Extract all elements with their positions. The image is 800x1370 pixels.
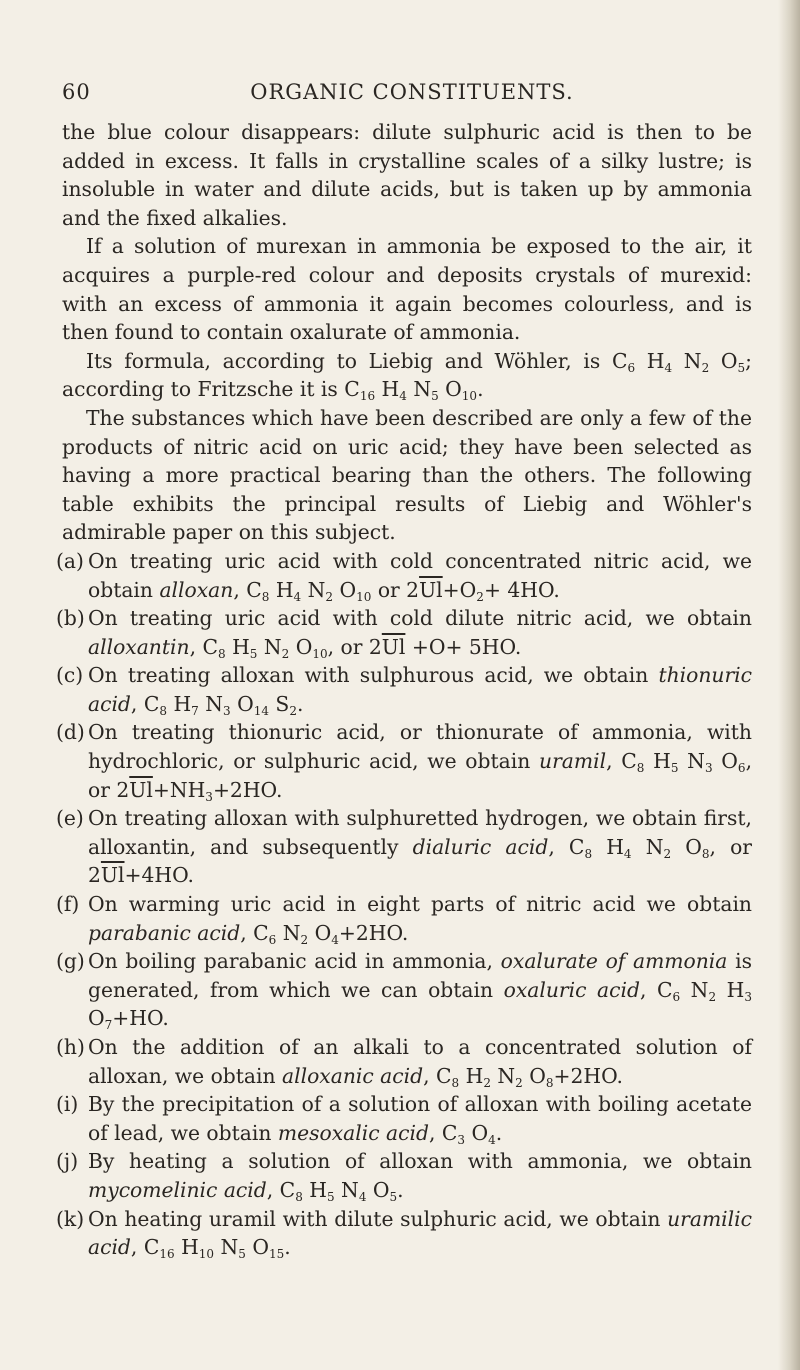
list-item: (a) On treating uric acid with cold concentrated nitric acid, we obtain alloxan, $C_8$ $H_4$ $N_2$ $O_{10}$ or $2\overline{Ul}+O_2+ 4HO$. <box>56 548 752 604</box>
page-header <box>62 80 762 110</box>
page-body <box>56 118 753 1262</box>
item-label: (b) <box>56 606 85 631</box>
item-label: (g) <box>56 949 85 974</box>
compound-name: alloxantin <box>88 634 190 659</box>
page-edge-shadow <box>778 0 800 1370</box>
compound-formula: $C_6$ $N_2$ $O_4+2HO$. <box>253 920 409 947</box>
item-label: (h) <box>56 1035 85 1059</box>
list-item: (b) On treating uric acid with cold dilute nitric acid, we obtain alloxantin, $C_8$ $H_5$ $N_2$ $O_{10}$, or $2\overline{Ul} +O+ 5HO$. <box>56 606 752 661</box>
compound-name: oxaluric acid <box>503 977 640 1002</box>
item-label: (e) <box>56 806 84 831</box>
compound-formula: $C_8$ $H_5$ $N_3$ $O_6$, or $2\overline{Ul}+NH_3+2HO$. <box>88 749 753 804</box>
compound-formula: $C_6$ $N_2$ $H_3$ $O_7+HO$. <box>88 977 752 1033</box>
compound-formula: $C_8$ $H_7$ $N_3$ $O_{14}$ $S_2$. <box>143 691 304 718</box>
item-label: (j) <box>56 1149 79 1174</box>
item-label: (a) <box>56 548 84 573</box>
compound-formula: $C_8$ $H_4$ $N_2$ $O_8$, or $2\overline{Ul}+4HO$. <box>88 834 752 888</box>
results-list <box>56 547 753 1262</box>
list-item: (f) On warming uric acid in eight parts of nitric acid we obtain parabanic acid, $C_6$ $N_2$ $O_4+2HO$. <box>56 892 752 947</box>
item-label: (k) <box>56 1206 85 1231</box>
list-item: (c) On treating alloxan with sulphurous acid, we obtain thionuric acid, $C_8$ $H_7$ $N_3$ $O_{14}$ $S_2$. <box>56 663 753 718</box>
compound-name: uramil <box>539 749 607 774</box>
list-item: (d) On treating thionuric acid, or thionurate of ammonia, with hydrochloric, or sulphuric acid, we obtain uramil, $C_8$ $H_5$ $N_3$ $O_6$, or $2\overline{Ul}+NH_3+2HO$. <box>56 720 753 804</box>
item-label: (f) <box>56 892 80 917</box>
compound-name: alloxanic acid <box>282 1063 424 1088</box>
item-label: (d) <box>56 720 85 745</box>
list-item: (k) On heating uramil with dilute sulphuric acid, we obtain uramilic acid, $C_{16}$ $H_{10}$ $N_5$ $O_{15}$. <box>56 1206 752 1262</box>
compound-formula: $C_8$ $H_5$ $N_2$ $O_{10}$, or $2\overline{Ul} +O+ 5HO$. <box>202 634 522 661</box>
item-label: (c) <box>56 663 84 688</box>
compound-formula: $C_3$ $O_4$. <box>441 1120 503 1147</box>
compound-name: alloxan <box>159 577 234 602</box>
paragraph: The substances which have been described are only a few of the products of nitric acid on uric acid; they have been selected as having a more practical bearing than the others. The following table exhibits the principal results of Liebig and Wöhler's admirable paper on this subject. <box>62 405 752 545</box>
compound-name: thionuric acid <box>88 663 753 716</box>
formula-intro-fritzsche: according to Fritzsche it is <box>62 377 338 402</box>
formula-liebig: $C_6$ $H_4$ $N_2$ $O_5$; <box>611 348 752 375</box>
item-label: (i) <box>56 1092 79 1117</box>
compound-formula: $C_{16}$ $H_{10}$ $N_5$ $O_{15}$. <box>143 1235 291 1262</box>
compound-formula: $C_8$ $H_2$ $N_2$ $O_8+2HO$. <box>436 1063 623 1090</box>
compound-name: uramilic acid <box>88 1206 752 1260</box>
compound-formula: $C_8$ $H_4$ $N_2$ $O_{10}$ or $2\overline{Ul}+O_2+ 4HO$. <box>246 577 560 604</box>
list-item: (i) By the precipitation of a solution of alloxan with boiling acetate of lead, we obtain mesoxalic acid, $C_3$ $O_4$. <box>56 1092 752 1147</box>
formula-paragraph <box>62 347 752 404</box>
list-item: (h) On the addition of an alkali to a concentrated solution of alloxan, we obtain alloxanic acid, $C_8$ $H_2$ $N_2$ $O_8+2HO$. <box>56 1035 752 1090</box>
compound-name: mycomelinic acid <box>88 1177 267 1202</box>
compound-name: dialuric acid <box>412 834 549 859</box>
formula-fritzsche: $C_{16}$ $H_4$ $N_5$ $O_{10}$. <box>344 377 484 404</box>
list-item: (j) By heating a solution of alloxan with ammonia, we obtain mycomelinic acid, $C_8$ $H_5$ $N_4$ $O_5$. <box>56 1149 752 1204</box>
compound-name: mesoxalic acid <box>277 1120 429 1145</box>
compound-name: parabanic acid <box>88 920 241 945</box>
running-title: ORGANIC CONSTITUENTS. <box>250 80 574 104</box>
compound-formula: $C_8$ $H_5$ $N_4$ $O_5$. <box>279 1177 404 1204</box>
paragraph: If a solution of murexan in ammonia be exposed to the air, it acquires a purple-red colour and deposits crystals of murexid: with an excess of ammonia it again becomes colourless, and is then found to contain oxalurate of ammonia. <box>62 234 752 345</box>
page-number: 60 <box>62 80 91 104</box>
paragraph: the blue colour disappears: dilute sulphuric acid is then to be added in excess. It falls in crystalline scales of a silky lustre; is insoluble in water and dilute acids, but is taken up by ammonia and the fixed alkalies. <box>62 120 752 230</box>
compound-name: oxalurate of ammonia <box>500 949 728 974</box>
formula-intro-liebig: Its formula, according to Liebig and Wöhler, is <box>86 348 601 373</box>
list-item: (e) On treating alloxan with sulphuretted hydrogen, we obtain first, alloxantin, and subsequently dialuric acid, $C_8$ $H_4$ $N_2$ $O_8$, or $2\overline{Ul}+4HO$. <box>56 806 752 888</box>
list-item: (g) On boiling parabanic acid in ammonia, oxalurate of ammonia is generated, from which we can obtain oxaluric acid, $C_6$ $N_2$ $H_3$ $O_7+HO$. <box>56 949 752 1033</box>
